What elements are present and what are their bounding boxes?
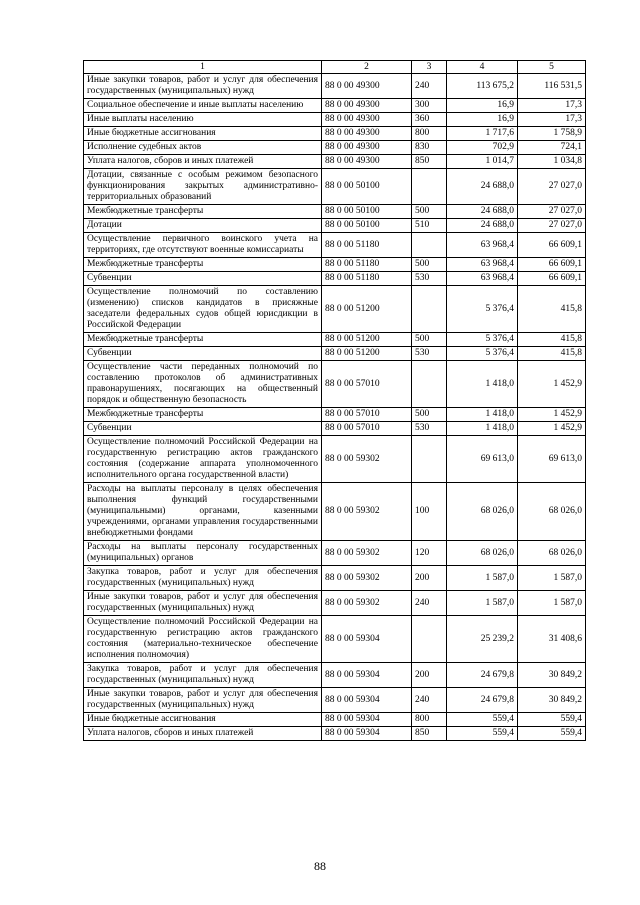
row-code-cell: 88 0 00 57010	[322, 422, 412, 436]
row-sum1-cell: 5 376,4	[447, 333, 518, 347]
row-name-cell: Закупка товаров, работ и услуг для обеспечения государственных (муниципальных) нужд	[84, 663, 322, 688]
table-row	[84, 616, 586, 663]
row-type-cell: 530	[412, 347, 447, 361]
row-sum2-cell: 724,1	[518, 141, 586, 155]
row-sum1-cell: 25 239,2	[447, 616, 518, 663]
row-sum1-cell: 24 688,0	[447, 219, 518, 233]
row-type-cell: 500	[412, 408, 447, 422]
row-sum1-cell: 63 968,4	[447, 233, 518, 258]
row-sum2-cell: 30 849,2	[518, 688, 586, 713]
header-col-3: 3	[412, 61, 447, 74]
row-type-cell: 830	[412, 141, 447, 155]
row-code-cell: 88 0 00 49300	[322, 99, 412, 113]
budget-table	[83, 60, 586, 741]
row-name-cell: Расходы на выплаты персоналу в целях обеспечения выполнения функций государственными (муниципальными) органами, казенными учреждениями, органами управления государственными внебюджетными фондами	[84, 483, 322, 541]
row-type-cell: 800	[412, 127, 447, 141]
row-type-cell: 200	[412, 566, 447, 591]
row-sum2-cell: 116 531,5	[518, 74, 586, 99]
row-name-cell: Межбюджетные трансферты	[84, 408, 322, 422]
row-type-cell: 510	[412, 219, 447, 233]
table-row	[84, 169, 586, 205]
row-sum2-cell: 1 587,0	[518, 566, 586, 591]
row-type-cell: 500	[412, 333, 447, 347]
row-sum1-cell: 5 376,4	[447, 347, 518, 361]
row-code-cell: 88 0 00 51180	[322, 272, 412, 286]
row-type-cell	[412, 361, 447, 408]
row-sum2-cell: 1 452,9	[518, 422, 586, 436]
row-sum1-cell: 69 613,0	[447, 436, 518, 483]
row-sum2-cell: 17,3	[518, 113, 586, 127]
row-code-cell: 88 0 00 51180	[322, 258, 412, 272]
table-row	[84, 155, 586, 169]
table-row	[84, 688, 586, 713]
row-sum2-cell: 559,4	[518, 727, 586, 741]
row-sum1-cell: 5 376,4	[447, 286, 518, 333]
row-type-cell: 240	[412, 688, 447, 713]
row-name-cell: Иные выплаты населению	[84, 113, 322, 127]
row-code-cell: 88 0 00 51200	[322, 286, 412, 333]
table-row	[84, 541, 586, 566]
table-row	[84, 591, 586, 616]
row-type-cell: 300	[412, 99, 447, 113]
header-col-4: 4	[447, 61, 518, 74]
row-sum1-cell: 24 679,8	[447, 663, 518, 688]
row-type-cell: 530	[412, 272, 447, 286]
row-type-cell: 100	[412, 483, 447, 541]
table-row	[84, 258, 586, 272]
row-sum2-cell: 17,3	[518, 99, 586, 113]
table-body	[84, 74, 586, 741]
row-name-cell: Исполнение судебных актов	[84, 141, 322, 155]
row-sum1-cell: 24 688,0	[447, 205, 518, 219]
row-sum2-cell: 415,8	[518, 286, 586, 333]
row-type-cell: 240	[412, 591, 447, 616]
row-type-cell	[412, 616, 447, 663]
row-sum1-cell: 24 688,0	[447, 169, 518, 205]
row-sum1-cell: 1 418,0	[447, 422, 518, 436]
row-sum1-cell: 16,9	[447, 113, 518, 127]
row-sum2-cell: 559,4	[518, 713, 586, 727]
page-number: 88	[314, 859, 326, 873]
row-code-cell: 88 0 00 59302	[322, 483, 412, 541]
table-row	[84, 713, 586, 727]
row-code-cell: 88 0 00 50100	[322, 205, 412, 219]
row-sum1-cell: 68 026,0	[447, 541, 518, 566]
table-row	[84, 286, 586, 333]
row-name-cell: Осуществление первичного воинского учета на территориях, где отсутствуют военные комиссариаты	[84, 233, 322, 258]
table-row	[84, 483, 586, 541]
row-code-cell: 88 0 00 59302	[322, 436, 412, 483]
row-sum2-cell: 415,8	[518, 333, 586, 347]
row-sum1-cell: 1 418,0	[447, 361, 518, 408]
row-name-cell: Иные бюджетные ассигнования	[84, 127, 322, 141]
table-row	[84, 436, 586, 483]
row-type-cell	[412, 233, 447, 258]
table-row	[84, 233, 586, 258]
row-code-cell: 88 0 00 50100	[322, 169, 412, 205]
row-name-cell: Осуществление полномочий Российской Федерации на государственную регистрацию актов гражданского состояния (содержание аппарата уполномоченного исполнительного органа государственной власти)	[84, 436, 322, 483]
row-sum1-cell: 24 679,8	[447, 688, 518, 713]
row-name-cell: Межбюджетные трансферты	[84, 205, 322, 219]
row-type-cell	[412, 436, 447, 483]
table-row	[84, 408, 586, 422]
row-sum2-cell: 66 609,1	[518, 272, 586, 286]
row-type-cell: 850	[412, 727, 447, 741]
header-row	[84, 61, 586, 74]
row-name-cell: Уплата налогов, сборов и иных платежей	[84, 727, 322, 741]
row-code-cell: 88 0 00 59302	[322, 541, 412, 566]
row-name-cell: Закупка товаров, работ и услуг для обеспечения государственных (муниципальных) нужд	[84, 566, 322, 591]
row-type-cell: 500	[412, 258, 447, 272]
row-code-cell: 88 0 00 51200	[322, 333, 412, 347]
row-name-cell: Дотации, связанные с особым режимом безопасного функционирования закрытых административно-территориальных образований	[84, 169, 322, 205]
row-code-cell: 88 0 00 59304	[322, 727, 412, 741]
row-sum2-cell: 66 609,1	[518, 258, 586, 272]
row-code-cell: 88 0 00 51180	[322, 233, 412, 258]
row-code-cell: 88 0 00 49300	[322, 74, 412, 99]
row-type-cell	[412, 169, 447, 205]
row-sum2-cell: 66 609,1	[518, 233, 586, 258]
row-sum2-cell: 27 027,0	[518, 205, 586, 219]
row-code-cell: 88 0 00 59302	[322, 566, 412, 591]
row-name-cell: Субвенции	[84, 422, 322, 436]
row-name-cell: Субвенции	[84, 347, 322, 361]
row-sum2-cell: 415,8	[518, 347, 586, 361]
table-row	[84, 566, 586, 591]
row-name-cell: Межбюджетные трансферты	[84, 333, 322, 347]
row-sum1-cell: 1 717,6	[447, 127, 518, 141]
row-type-cell: 800	[412, 713, 447, 727]
row-sum2-cell: 1 452,9	[518, 361, 586, 408]
row-sum1-cell: 1 014,7	[447, 155, 518, 169]
row-sum1-cell: 559,4	[447, 713, 518, 727]
row-code-cell: 88 0 00 59304	[322, 663, 412, 688]
row-sum1-cell: 702,9	[447, 141, 518, 155]
row-code-cell: 88 0 00 57010	[322, 408, 412, 422]
table-row	[84, 99, 586, 113]
row-sum1-cell: 1 418,0	[447, 408, 518, 422]
row-sum2-cell: 30 849,2	[518, 663, 586, 688]
row-name-cell: Осуществление полномочий по составлению (изменению) списков кандидатов в присяжные заседатели федеральных судов общей юрисдикции в Российской Федерации	[84, 286, 322, 333]
row-type-cell	[412, 286, 447, 333]
header-col-5: 5	[518, 61, 586, 74]
row-name-cell: Межбюджетные трансферты	[84, 258, 322, 272]
header-col-1: 1	[84, 61, 322, 74]
row-sum2-cell: 27 027,0	[518, 219, 586, 233]
row-code-cell: 88 0 00 49300	[322, 127, 412, 141]
table-row	[84, 205, 586, 219]
row-sum2-cell: 1 758,9	[518, 127, 586, 141]
table-row	[84, 141, 586, 155]
table-row	[84, 333, 586, 347]
row-code-cell: 88 0 00 59304	[322, 713, 412, 727]
row-name-cell: Субвенции	[84, 272, 322, 286]
row-code-cell: 88 0 00 59304	[322, 616, 412, 663]
row-code-cell: 88 0 00 49300	[322, 155, 412, 169]
row-name-cell: Осуществление полномочий Российской Федерации на государственную регистрацию актов гражданского состояния (материально-техническое обеспечение исполнения полномочия)	[84, 616, 322, 663]
row-code-cell: 88 0 00 49300	[322, 141, 412, 155]
row-sum2-cell: 27 027,0	[518, 169, 586, 205]
row-sum1-cell: 559,4	[447, 727, 518, 741]
table-row	[84, 727, 586, 741]
row-type-cell: 120	[412, 541, 447, 566]
row-sum2-cell: 31 408,6	[518, 616, 586, 663]
row-sum1-cell: 16,9	[447, 99, 518, 113]
row-type-cell: 530	[412, 422, 447, 436]
row-sum1-cell: 68 026,0	[447, 483, 518, 541]
row-sum2-cell: 68 026,0	[518, 483, 586, 541]
row-type-cell: 500	[412, 205, 447, 219]
table-row	[84, 422, 586, 436]
row-name-cell: Иные бюджетные ассигнования	[84, 713, 322, 727]
table-row	[84, 219, 586, 233]
header-col-2: 2	[322, 61, 412, 74]
row-code-cell: 88 0 00 49300	[322, 113, 412, 127]
row-sum1-cell: 63 968,4	[447, 272, 518, 286]
row-sum2-cell: 1 452,9	[518, 408, 586, 422]
table-row	[84, 113, 586, 127]
row-sum2-cell: 1 034,8	[518, 155, 586, 169]
row-type-cell: 240	[412, 74, 447, 99]
table-row	[84, 74, 586, 99]
row-sum1-cell: 63 968,4	[447, 258, 518, 272]
table-row	[84, 272, 586, 286]
table-row	[84, 127, 586, 141]
row-code-cell: 88 0 00 50100	[322, 219, 412, 233]
row-sum1-cell: 1 587,0	[447, 566, 518, 591]
row-name-cell: Иные закупки товаров, работ и услуг для обеспечения государственных (муниципальных) нужд	[84, 591, 322, 616]
row-name-cell: Уплата налогов, сборов и иных платежей	[84, 155, 322, 169]
row-type-cell: 360	[412, 113, 447, 127]
table-row	[84, 663, 586, 688]
row-name-cell: Дотации	[84, 219, 322, 233]
row-code-cell: 88 0 00 51200	[322, 347, 412, 361]
row-code-cell: 88 0 00 59302	[322, 591, 412, 616]
table-row	[84, 347, 586, 361]
row-sum2-cell: 1 587,0	[518, 591, 586, 616]
row-type-cell: 200	[412, 663, 447, 688]
row-name-cell: Осуществление части переданных полномочий по составлению протоколов об административных правонарушениях, посягающих на общественный порядок и общественную безопасность	[84, 361, 322, 408]
row-code-cell: 88 0 00 59304	[322, 688, 412, 713]
table-row	[84, 361, 586, 408]
row-sum2-cell: 68 026,0	[518, 541, 586, 566]
row-sum1-cell: 113 675,2	[447, 74, 518, 99]
row-name-cell: Расходы на выплаты персоналу государственных (муниципальных) органов	[84, 541, 322, 566]
row-sum2-cell: 69 613,0	[518, 436, 586, 483]
row-code-cell: 88 0 00 57010	[322, 361, 412, 408]
row-name-cell: Иные закупки товаров, работ и услуг для обеспечения государственных (муниципальных) нужд	[84, 688, 322, 713]
row-sum1-cell: 1 587,0	[447, 591, 518, 616]
row-name-cell: Социальное обеспечение и иные выплаты населению	[84, 99, 322, 113]
row-name-cell: Иные закупки товаров, работ и услуг для обеспечения государственных (муниципальных) нужд	[84, 74, 322, 99]
row-type-cell: 850	[412, 155, 447, 169]
